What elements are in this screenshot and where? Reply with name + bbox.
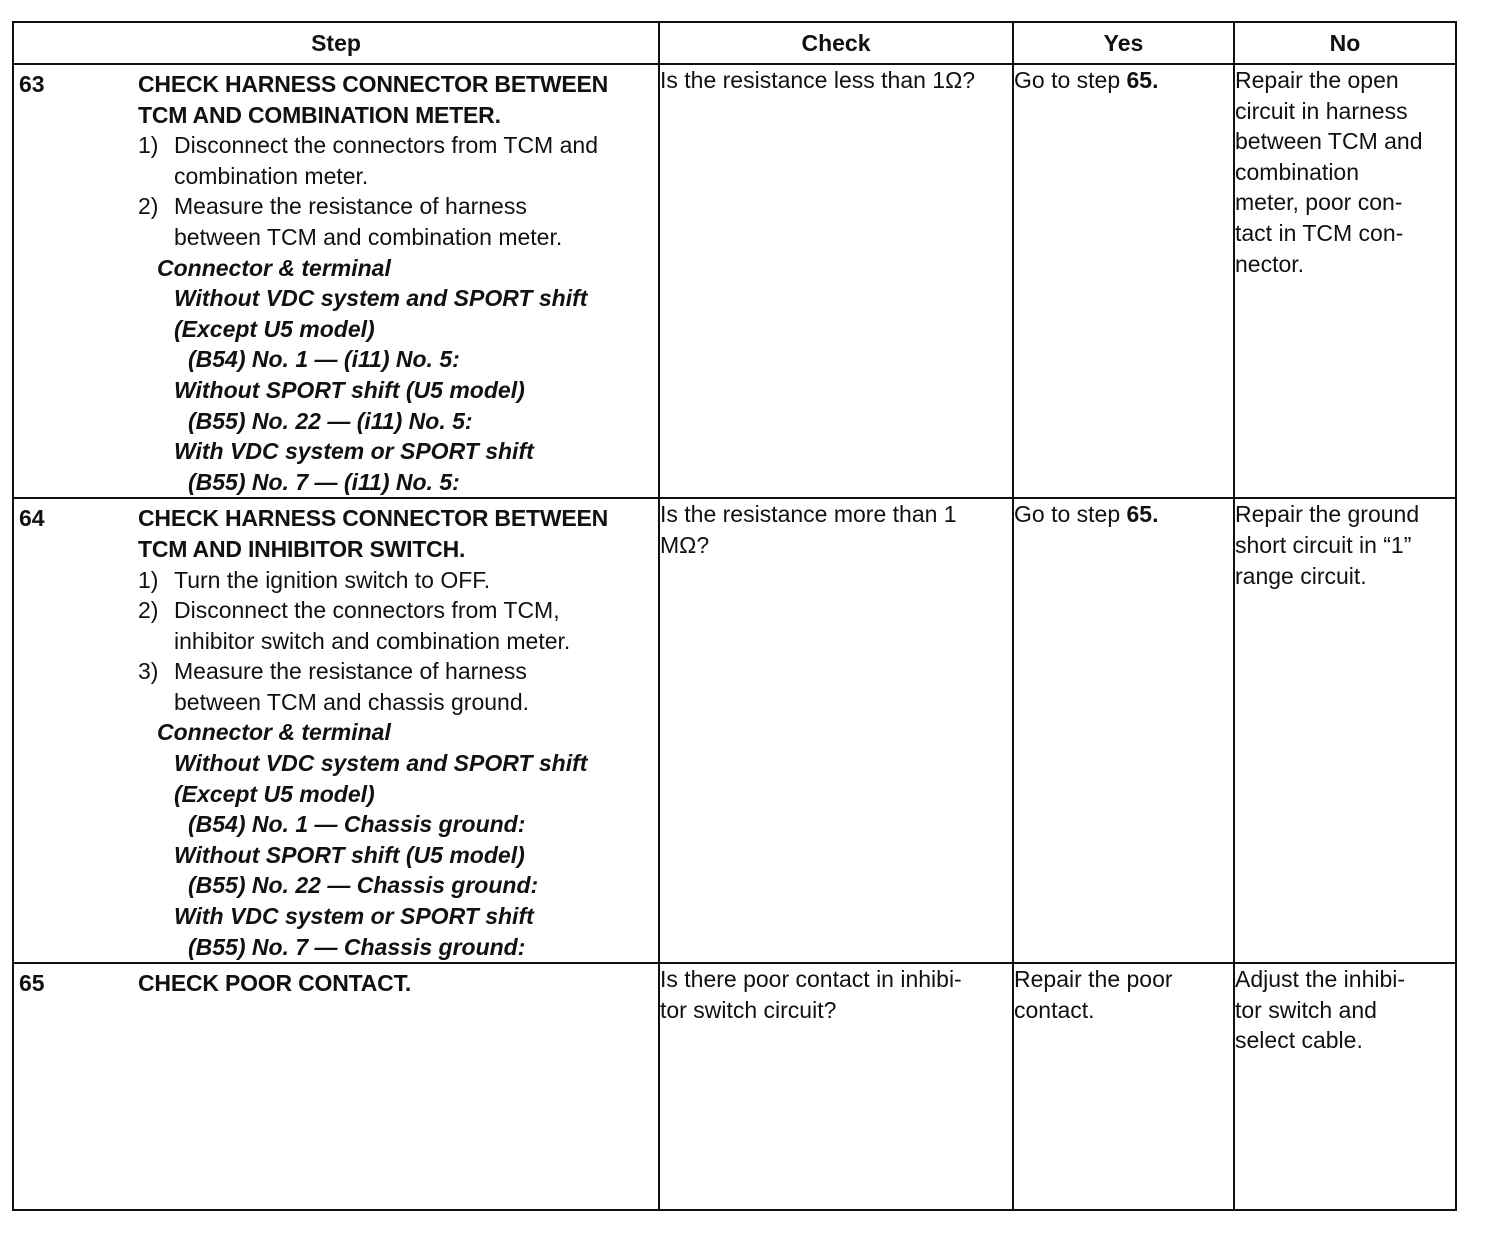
step-title: TCM AND INHIBITOR SWITCH. [138, 535, 466, 562]
procedure-text: Disconnect the connectors from TCM, [174, 597, 560, 624]
yes-text: Go to step [1014, 501, 1127, 528]
procedure-text: Disconnect the connectors from TCM and [174, 132, 598, 159]
no-text: Repair the ground [1235, 501, 1420, 528]
yes-text: Repair the poor [1014, 966, 1173, 993]
procedure-number: 1) [138, 566, 159, 593]
connector-heading: Connector & terminal [157, 719, 391, 746]
check-text: Is there poor contact in inhibi- [660, 966, 962, 993]
no-text: Repair the open [1235, 67, 1399, 93]
check-text: tor switch circuit? [660, 996, 837, 1023]
step-title: TCM AND COMBINATION METER. [138, 101, 501, 128]
no-cell [1234, 64, 1456, 498]
step-title: CHECK POOR CONTACT. [138, 970, 412, 997]
no-cell [1234, 498, 1456, 963]
connector-terminal: (B54) No. 1 — (i11) No. 5: [188, 346, 460, 373]
diagnostic-table [12, 21, 1457, 1211]
check-text: Is the resistance more than 1 [660, 501, 957, 528]
procedure-item [138, 565, 654, 596]
step-cell [13, 963, 659, 1210]
step-number: 63 [19, 71, 45, 97]
connector-condition: Without SPORT shift (U5 model) [174, 376, 525, 403]
no-text: circuit in harness [1235, 97, 1408, 124]
step-title: CHECK HARNESS CONNECTOR BETWEEN [138, 71, 609, 97]
connector-condition: With VDC system or SPORT shift [174, 438, 534, 465]
procedure-text: between TCM and combination meter. [174, 223, 563, 250]
connector-condition: (Except U5 model) [174, 315, 375, 342]
procedure-text: combination meter. [174, 162, 369, 189]
check-text: Is the resistance less than 1Ω? [660, 67, 976, 93]
check-cell [659, 498, 1013, 963]
procedure-text: inhibitor switch and combination meter. [174, 627, 571, 654]
connector-terminal: (B55) No. 7 — (i11) No. 5: [188, 468, 460, 495]
step-cell [13, 498, 659, 963]
yes-text: contact. [1014, 996, 1095, 1023]
procedure-text: between TCM and chassis ground. [174, 688, 529, 715]
header-yes: Yes [1013, 22, 1234, 64]
table-header-row [13, 22, 1456, 64]
connector-terminal: (B55) No. 22 — (i11) No. 5: [188, 407, 473, 434]
yes-text: Go to step [1014, 67, 1127, 93]
yes-cell [1013, 963, 1234, 1210]
table-row [13, 963, 1456, 1210]
procedure-number: 3) [138, 658, 159, 685]
procedure-item [138, 656, 654, 717]
procedure-number: 2) [138, 193, 159, 220]
no-text: nector. [1235, 250, 1305, 277]
no-text: range circuit. [1235, 562, 1367, 589]
no-text: combination [1235, 158, 1360, 185]
no-text: between TCM and [1235, 128, 1423, 155]
procedure-item [138, 191, 654, 252]
no-text: meter, poor con- [1235, 189, 1403, 216]
connector-terminal: (B55) No. 7 — Chassis ground: [188, 933, 526, 960]
connector-terminal: (B54) No. 1 — Chassis ground: [188, 811, 526, 838]
check-text: MΩ? [660, 531, 710, 558]
no-text: short circuit in “1” [1235, 531, 1412, 558]
connector-condition: Without VDC system and SPORT shift [174, 750, 588, 777]
connector-condition: (Except U5 model) [174, 780, 375, 807]
no-text: tact in TCM con- [1235, 219, 1404, 246]
procedure-text: Turn the ignition switch to OFF. [174, 566, 491, 593]
no-text: Adjust the inhibi- [1235, 966, 1406, 993]
yes-cell [1013, 498, 1234, 963]
header-no: No [1234, 22, 1456, 64]
check-cell [659, 64, 1013, 498]
procedure-text: Measure the resistance of harness [174, 658, 527, 685]
check-cell [659, 963, 1013, 1210]
connector-terminal: (B55) No. 22 — Chassis ground: [188, 872, 539, 899]
connector-condition: Without SPORT shift (U5 model) [174, 841, 525, 868]
connector-heading: Connector & terminal [157, 254, 391, 281]
step-number: 64 [19, 505, 45, 532]
table-row [13, 498, 1456, 963]
header-check: Check [659, 22, 1013, 64]
no-text: tor switch and [1235, 996, 1377, 1023]
procedure-item [138, 130, 654, 191]
procedure-text: Measure the resistance of harness [174, 193, 527, 220]
connector-condition: Without VDC system and SPORT shift [174, 285, 588, 312]
no-text: select cable. [1235, 1027, 1363, 1054]
step-title: CHECK HARNESS CONNECTOR BETWEEN [138, 505, 609, 532]
yes-step-link: 65. [1126, 67, 1159, 93]
table-row [13, 64, 1456, 498]
procedure-number: 1) [138, 132, 159, 159]
no-cell [1234, 963, 1456, 1210]
header-step: Step [13, 22, 659, 64]
procedure-item [138, 595, 654, 656]
procedure-number: 2) [138, 597, 159, 624]
step-number: 65 [19, 970, 45, 997]
step-cell [13, 64, 659, 498]
connector-condition: With VDC system or SPORT shift [174, 903, 534, 930]
yes-step-link: 65. [1126, 501, 1159, 528]
yes-cell [1013, 64, 1234, 498]
